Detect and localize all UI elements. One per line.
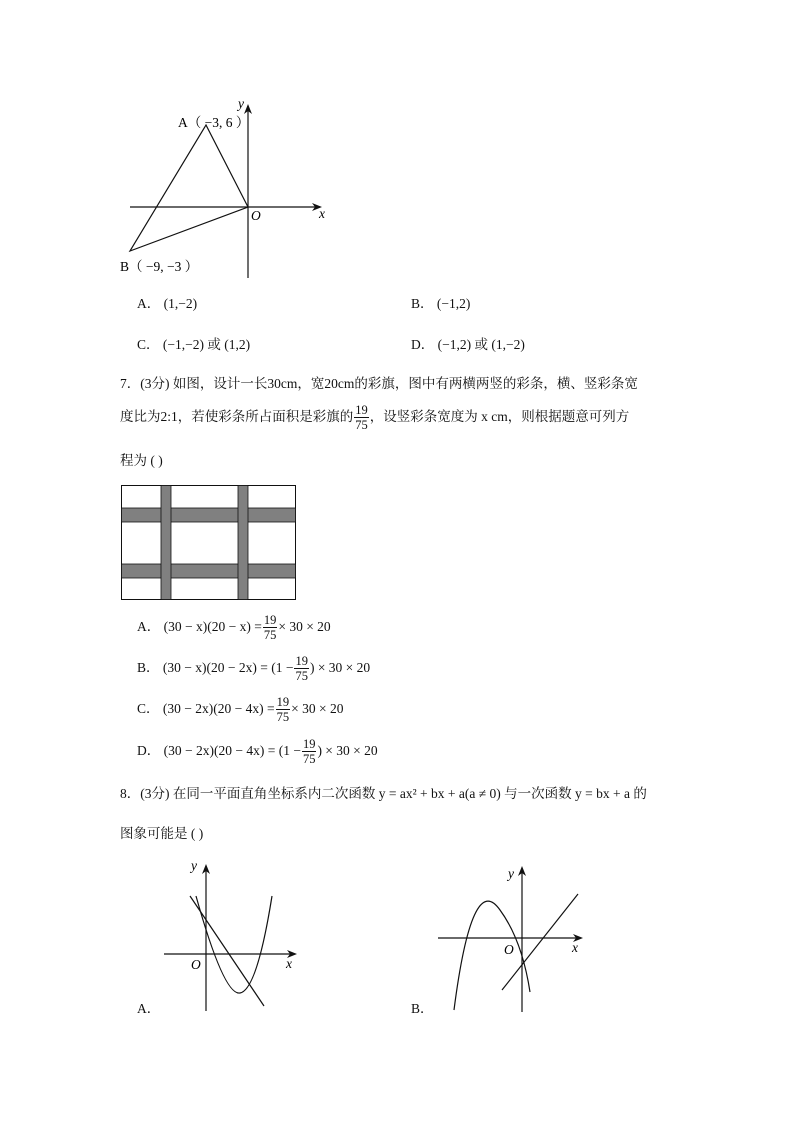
q7-option-b xyxy=(137,651,370,685)
q6-option-b xyxy=(411,294,470,314)
option-letter: B． xyxy=(137,660,160,675)
parabola-curve xyxy=(454,901,530,1010)
option-text: (−1,2) 或 (1,−2) xyxy=(437,337,525,352)
x-axis-label: x xyxy=(572,940,578,955)
q8-option-a-label: A． xyxy=(137,1001,161,1016)
q7-line-2-before: 度比为2:1，若使彩条所占面积是彩旗的 xyxy=(120,409,354,424)
fraction-numerator: 19 xyxy=(276,695,290,710)
q8-line-1: 8．(3分) 在同一平面直角坐标系内二次函数 y = ax² + bx + a(a ≠ 0) 与一次函数 y = bx + a 的 xyxy=(120,786,647,801)
parabola-curve xyxy=(196,896,272,993)
flag-outline xyxy=(122,486,296,600)
q7-line-2 xyxy=(120,400,629,434)
origin-label: O xyxy=(504,942,514,957)
q8-graph-a xyxy=(160,856,305,1016)
option-letter: A． xyxy=(137,619,161,634)
q6-option-d xyxy=(411,335,525,355)
q7-option-a xyxy=(137,610,331,644)
vertical-stripe-left xyxy=(161,486,171,600)
option-fraction xyxy=(302,737,317,766)
fraction-denominator: 75 xyxy=(263,628,277,643)
q7-line-3: 程为 ( ) xyxy=(120,453,163,468)
option-text: (−1,−2) 或 (1,2) xyxy=(162,337,251,352)
fraction-numerator: 19 xyxy=(263,613,277,628)
option-letter: C． xyxy=(137,337,160,352)
option-right: ) × 30 × 20 xyxy=(317,743,378,758)
point-b-label: B（ −9, −3 ） xyxy=(120,259,199,274)
q8-option-b-label: B． xyxy=(411,1001,434,1016)
option-left: (30 − x)(20 − 2x) = (1 − xyxy=(162,660,294,675)
x-axis-label: x xyxy=(286,956,292,971)
option-right: × 30 × 20 xyxy=(278,619,331,634)
option-letter: A． xyxy=(137,296,161,311)
option-right: × 30 × 20 xyxy=(291,701,344,716)
option-left: (30 − x)(20 − x) = xyxy=(163,619,262,634)
fraction-denominator: 75 xyxy=(355,418,368,433)
triangle-oab xyxy=(130,125,248,251)
q6-option-a xyxy=(137,294,197,314)
triangle-figure xyxy=(110,92,350,282)
point-a-label: A（ −3, 6 ） xyxy=(178,115,250,130)
option-right: ) × 30 × 20 xyxy=(309,660,371,675)
q7-line-1: 7．(3分) 如图，设计一长30cm，宽20cm的彩旗，图中有两横两竖的彩条，横、竖彩条宽 xyxy=(120,376,638,391)
fraction-denominator: 75 xyxy=(302,752,316,767)
fraction-numerator: 19 xyxy=(295,654,308,669)
option-text: (−1,2) xyxy=(436,296,471,311)
flag-figure xyxy=(121,485,297,601)
y-axis-label: y xyxy=(238,96,244,111)
y-axis-label: y xyxy=(508,866,514,881)
option-letter: D． xyxy=(411,337,435,352)
q8-line-2: 图象可能是 ( ) xyxy=(120,826,204,841)
vertical-stripe-right xyxy=(238,486,248,600)
q7-fraction xyxy=(354,403,369,432)
q7-line-2-after: ，设竖彩条宽度为 x cm，则根据题意可列方 xyxy=(369,409,630,424)
fraction-numerator: 19 xyxy=(302,737,316,752)
origin-label: O xyxy=(251,208,261,223)
option-fraction xyxy=(276,695,291,724)
fraction-numerator: 19 xyxy=(355,403,368,418)
origin-label: O xyxy=(191,957,201,972)
horizontal-stripe-bottom xyxy=(122,564,296,578)
option-left: (30 − 2x)(20 − 4x) = xyxy=(162,701,275,716)
q8-graph-b xyxy=(432,860,592,1020)
q7-option-c xyxy=(137,692,343,726)
option-fraction xyxy=(263,613,278,642)
option-letter: B． xyxy=(411,296,434,311)
x-axis-label: x xyxy=(319,206,325,221)
option-fraction xyxy=(294,654,309,683)
option-letter: C． xyxy=(137,701,160,716)
option-letter: D． xyxy=(137,743,161,758)
fraction-denominator: 75 xyxy=(295,669,308,684)
q6-option-c xyxy=(137,335,250,355)
option-text: (1,−2) xyxy=(163,296,198,311)
horizontal-stripe-top xyxy=(122,508,296,522)
fraction-denominator: 75 xyxy=(276,710,290,725)
y-axis-label: y xyxy=(191,858,197,873)
q7-option-d xyxy=(137,734,378,768)
option-left: (30 − 2x)(20 − 4x) = (1 − xyxy=(163,743,301,758)
